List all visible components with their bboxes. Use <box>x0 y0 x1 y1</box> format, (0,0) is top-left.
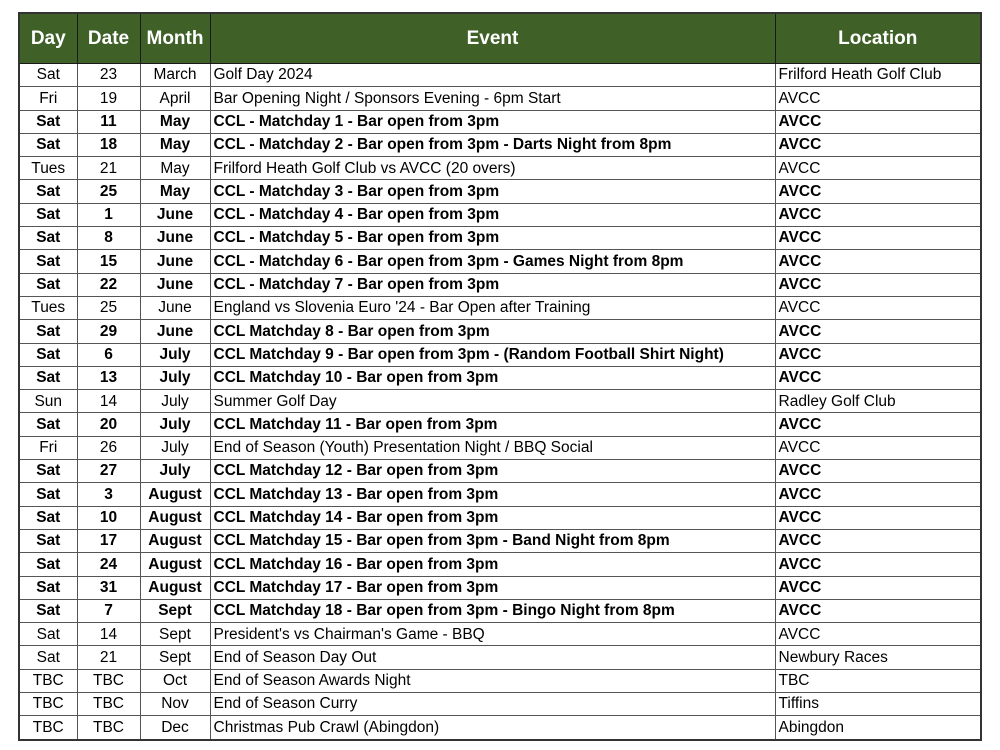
location-cell: AVCC <box>775 273 981 296</box>
day-cell: Sat <box>19 227 77 250</box>
day-cell: TBC <box>19 669 77 692</box>
table-row <box>19 390 981 413</box>
event-cell: Summer Golf Day <box>210 390 775 413</box>
date-cell: 20 <box>77 413 140 436</box>
day-cell: Fri <box>19 436 77 459</box>
table-row <box>19 646 981 669</box>
table-row <box>19 483 981 506</box>
day-cell: Sat <box>19 203 77 226</box>
date-cell: 26 <box>77 436 140 459</box>
date-cell: 23 <box>77 64 140 87</box>
day-cell: Sat <box>19 320 77 343</box>
event-cell: CCL - Matchday 4 - Bar open from 3pm <box>210 203 775 226</box>
event-cell: CCL Matchday 8 - Bar open from 3pm <box>210 320 775 343</box>
date-cell: 11 <box>77 110 140 133</box>
date-cell: 19 <box>77 87 140 110</box>
date-cell: TBC <box>77 693 140 716</box>
date-cell: 25 <box>77 296 140 319</box>
location-cell: AVCC <box>775 203 981 226</box>
date-cell: TBC <box>77 716 140 740</box>
table-row <box>19 553 981 576</box>
day-cell: Sat <box>19 529 77 552</box>
header-row <box>19 13 981 64</box>
day-cell: Sat <box>19 623 77 646</box>
event-cell: End of Season Awards Night <box>210 669 775 692</box>
month-cell: July <box>140 413 210 436</box>
header-event: Event <box>210 13 775 64</box>
month-cell: Sept <box>140 623 210 646</box>
day-cell: TBC <box>19 693 77 716</box>
location-cell: AVCC <box>775 599 981 622</box>
table-row <box>19 296 981 319</box>
header-date: Date <box>77 13 140 64</box>
date-cell: 13 <box>77 366 140 389</box>
date-cell: 1 <box>77 203 140 226</box>
events-table-body <box>19 64 981 740</box>
month-cell: May <box>140 180 210 203</box>
event-cell: CCL Matchday 9 - Bar open from 3pm - (Random Football Shirt Night) <box>210 343 775 366</box>
month-cell: July <box>140 390 210 413</box>
day-cell: Sat <box>19 366 77 389</box>
day-cell: Sat <box>19 599 77 622</box>
day-cell: Tues <box>19 157 77 180</box>
event-cell: CCL - Matchday 2 - Bar open from 3pm - Darts Night from 8pm <box>210 133 775 156</box>
month-cell: April <box>140 87 210 110</box>
day-cell: Sat <box>19 250 77 273</box>
day-cell: Sat <box>19 413 77 436</box>
table-row <box>19 436 981 459</box>
location-cell: AVCC <box>775 529 981 552</box>
month-cell: June <box>140 227 210 250</box>
event-cell: Bar Opening Night / Sponsors Evening - 6pm Start <box>210 87 775 110</box>
month-cell: August <box>140 483 210 506</box>
date-cell: 29 <box>77 320 140 343</box>
table-row <box>19 529 981 552</box>
month-cell: July <box>140 343 210 366</box>
event-cell: CCL - Matchday 3 - Bar open from 3pm <box>210 180 775 203</box>
location-cell: AVCC <box>775 506 981 529</box>
month-cell: May <box>140 110 210 133</box>
date-cell: 31 <box>77 576 140 599</box>
table-row <box>19 460 981 483</box>
header-location: Location <box>775 13 981 64</box>
month-cell: Nov <box>140 693 210 716</box>
event-cell: CCL Matchday 12 - Bar open from 3pm <box>210 460 775 483</box>
day-cell: Tues <box>19 296 77 319</box>
location-cell: TBC <box>775 669 981 692</box>
event-cell: Christmas Pub Crawl (Abingdon) <box>210 716 775 740</box>
location-cell: AVCC <box>775 296 981 319</box>
event-cell: CCL - Matchday 6 - Bar open from 3pm - Games Night from 8pm <box>210 250 775 273</box>
date-cell: 6 <box>77 343 140 366</box>
date-cell: 24 <box>77 553 140 576</box>
location-cell: AVCC <box>775 413 981 436</box>
day-cell: Sat <box>19 646 77 669</box>
location-cell: AVCC <box>775 553 981 576</box>
events-table <box>18 12 982 741</box>
month-cell: July <box>140 366 210 389</box>
date-cell: 22 <box>77 273 140 296</box>
table-row <box>19 203 981 226</box>
day-cell: Sat <box>19 576 77 599</box>
month-cell: Dec <box>140 716 210 740</box>
event-cell: CCL Matchday 18 - Bar open from 3pm - Bingo Night from 8pm <box>210 599 775 622</box>
location-cell: AVCC <box>775 87 981 110</box>
event-cell: End of Season Day Out <box>210 646 775 669</box>
table-row <box>19 273 981 296</box>
month-cell: June <box>140 203 210 226</box>
event-cell: CCL Matchday 15 - Bar open from 3pm - Band Night from 8pm <box>210 529 775 552</box>
day-cell: Sat <box>19 553 77 576</box>
event-cell: CCL - Matchday 1 - Bar open from 3pm <box>210 110 775 133</box>
event-cell: CCL Matchday 14 - Bar open from 3pm <box>210 506 775 529</box>
table-row <box>19 413 981 436</box>
location-cell: AVCC <box>775 180 981 203</box>
month-cell: June <box>140 250 210 273</box>
month-cell: August <box>140 506 210 529</box>
month-cell: Oct <box>140 669 210 692</box>
date-cell: 25 <box>77 180 140 203</box>
month-cell: June <box>140 273 210 296</box>
month-cell: June <box>140 320 210 343</box>
events-table-container <box>18 12 982 741</box>
date-cell: 21 <box>77 646 140 669</box>
date-cell: TBC <box>77 669 140 692</box>
event-cell: End of Season (Youth) Presentation Night / BBQ Social <box>210 436 775 459</box>
table-row <box>19 87 981 110</box>
day-cell: Sat <box>19 460 77 483</box>
location-cell: AVCC <box>775 343 981 366</box>
location-cell: AVCC <box>775 110 981 133</box>
date-cell: 14 <box>77 390 140 413</box>
table-row <box>19 133 981 156</box>
day-cell: Sat <box>19 343 77 366</box>
location-cell: AVCC <box>775 250 981 273</box>
date-cell: 17 <box>77 529 140 552</box>
month-cell: August <box>140 529 210 552</box>
month-cell: May <box>140 157 210 180</box>
location-cell: AVCC <box>775 460 981 483</box>
day-cell: Sat <box>19 506 77 529</box>
month-cell: Sept <box>140 599 210 622</box>
day-cell: Sat <box>19 483 77 506</box>
date-cell: 18 <box>77 133 140 156</box>
table-row <box>19 669 981 692</box>
table-row <box>19 227 981 250</box>
location-cell: AVCC <box>775 576 981 599</box>
event-cell: CCL Matchday 10 - Bar open from 3pm <box>210 366 775 389</box>
day-cell: Sat <box>19 64 77 87</box>
table-row <box>19 716 981 740</box>
day-cell: Sat <box>19 273 77 296</box>
date-cell: 14 <box>77 623 140 646</box>
event-cell: Golf Day 2024 <box>210 64 775 87</box>
month-cell: March <box>140 64 210 87</box>
table-row <box>19 157 981 180</box>
table-row <box>19 506 981 529</box>
table-row <box>19 693 981 716</box>
table-row <box>19 250 981 273</box>
table-row <box>19 110 981 133</box>
date-cell: 8 <box>77 227 140 250</box>
location-cell: AVCC <box>775 436 981 459</box>
day-cell: Sat <box>19 133 77 156</box>
month-cell: July <box>140 460 210 483</box>
location-cell: AVCC <box>775 133 981 156</box>
day-cell: Sun <box>19 390 77 413</box>
header-month: Month <box>140 13 210 64</box>
date-cell: 3 <box>77 483 140 506</box>
event-cell: CCL - Matchday 5 - Bar open from 3pm <box>210 227 775 250</box>
location-cell: AVCC <box>775 320 981 343</box>
event-cell: CCL Matchday 17 - Bar open from 3pm <box>210 576 775 599</box>
table-row <box>19 320 981 343</box>
location-cell: AVCC <box>775 157 981 180</box>
table-row <box>19 623 981 646</box>
date-cell: 15 <box>77 250 140 273</box>
table-row <box>19 576 981 599</box>
event-cell: Frilford Heath Golf Club vs AVCC (20 overs) <box>210 157 775 180</box>
event-cell: CCL Matchday 11 - Bar open from 3pm <box>210 413 775 436</box>
month-cell: August <box>140 553 210 576</box>
location-cell: AVCC <box>775 623 981 646</box>
day-cell: Fri <box>19 87 77 110</box>
event-cell: CCL Matchday 13 - Bar open from 3pm <box>210 483 775 506</box>
date-cell: 7 <box>77 599 140 622</box>
location-cell: Abingdon <box>775 716 981 740</box>
location-cell: AVCC <box>775 483 981 506</box>
event-cell: End of Season Curry <box>210 693 775 716</box>
month-cell: May <box>140 133 210 156</box>
table-row <box>19 366 981 389</box>
event-cell: CCL - Matchday 7 - Bar open from 3pm <box>210 273 775 296</box>
month-cell: July <box>140 436 210 459</box>
location-cell: Frilford Heath Golf Club <box>775 64 981 87</box>
location-cell: AVCC <box>775 366 981 389</box>
day-cell: Sat <box>19 180 77 203</box>
day-cell: TBC <box>19 716 77 740</box>
location-cell: Tiffins <box>775 693 981 716</box>
event-cell: CCL Matchday 16 - Bar open from 3pm <box>210 553 775 576</box>
month-cell: August <box>140 576 210 599</box>
date-cell: 27 <box>77 460 140 483</box>
location-cell: AVCC <box>775 227 981 250</box>
date-cell: 21 <box>77 157 140 180</box>
event-cell: President's vs Chairman's Game - BBQ <box>210 623 775 646</box>
event-cell: England vs Slovenia Euro '24 - Bar Open after Training <box>210 296 775 319</box>
location-cell: Newbury Races <box>775 646 981 669</box>
month-cell: Sept <box>140 646 210 669</box>
table-row <box>19 599 981 622</box>
location-cell: Radley Golf Club <box>775 390 981 413</box>
header-day: Day <box>19 13 77 64</box>
table-row <box>19 180 981 203</box>
day-cell: Sat <box>19 110 77 133</box>
month-cell: June <box>140 296 210 319</box>
date-cell: 10 <box>77 506 140 529</box>
table-row <box>19 64 981 87</box>
table-row <box>19 343 981 366</box>
